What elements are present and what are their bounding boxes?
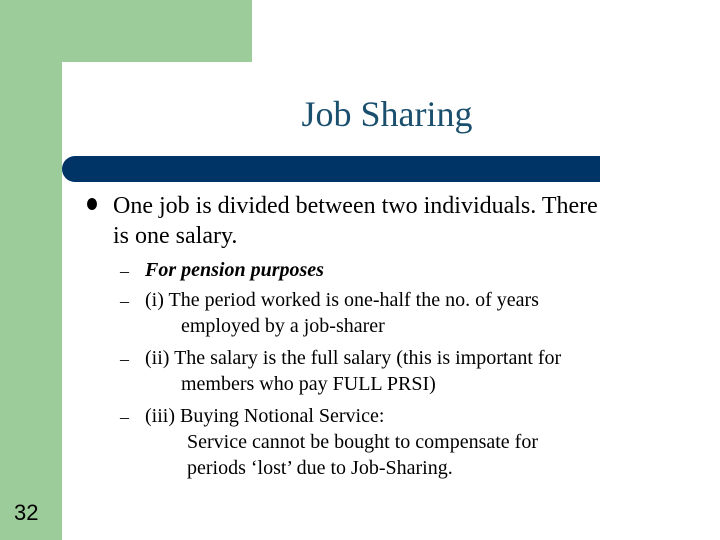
subitem-period-line1: (i) The period worked is one-half the no. of years bbox=[145, 289, 539, 311]
slide-title: Job Sharing bbox=[301, 94, 473, 134]
dash-icon: – bbox=[120, 349, 129, 369]
subitem-period-line2: employed by a job-sharer bbox=[181, 315, 385, 337]
slide-page-number: 32 bbox=[14, 500, 39, 525]
dash-icon: – bbox=[120, 291, 129, 311]
subitem-salary-line2: members who pay FULL PRSI) bbox=[181, 373, 436, 395]
main-bullet-text bbox=[113, 191, 703, 251]
subitem-period-worked bbox=[145, 287, 539, 339]
main-bullet-line2: is one salary. bbox=[113, 223, 238, 249]
decor-green-left bbox=[0, 0, 62, 540]
subitem-notional-service bbox=[145, 403, 538, 481]
subitem-pension-purposes: For pension purposes bbox=[145, 259, 324, 281]
bullet-dot-icon bbox=[87, 198, 97, 210]
subitem-salary-line1: (ii) The salary is the full salary (this is important for bbox=[145, 347, 562, 369]
dash-icon: – bbox=[120, 407, 129, 427]
title-divider-bar bbox=[62, 156, 600, 182]
dash-icon: – bbox=[120, 261, 129, 281]
subitem-notional-line3: periods ‘lost’ due to Job-Sharing. bbox=[187, 457, 453, 479]
subitem-notional-line2: Service cannot be bought to compensate for bbox=[187, 431, 538, 453]
subitem-salary bbox=[145, 345, 561, 397]
subitem-notional-line1: (iii) Buying Notional Service: bbox=[145, 405, 385, 427]
main-bullet-line1: One job is divided between two individuals. There bbox=[113, 193, 598, 219]
